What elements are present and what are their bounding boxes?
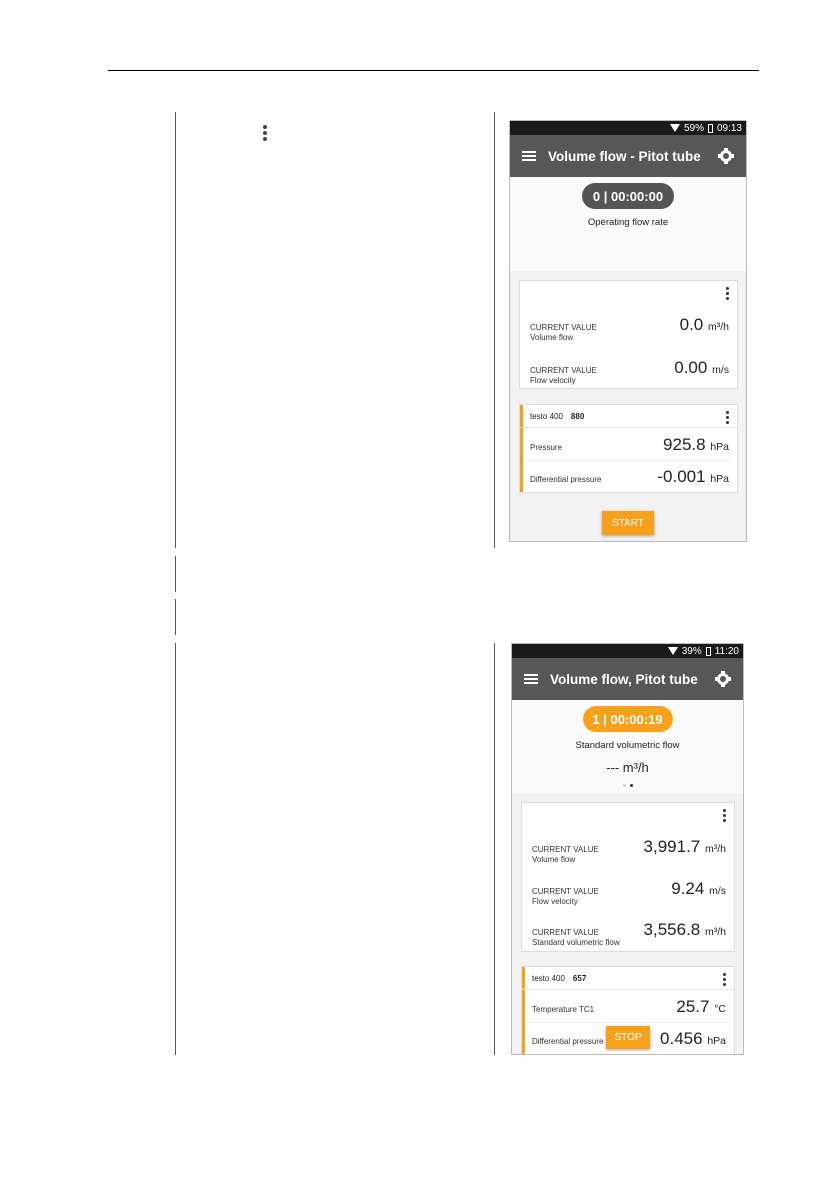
clock: 09:13 (716, 122, 742, 134)
probe-menu-icon[interactable] (723, 973, 726, 986)
hamburger-menu-icon[interactable] (524, 674, 538, 684)
step-line-4 (175, 643, 176, 1055)
app-bar (510, 135, 746, 177)
result-row: CURRENT VALUE Flow velocity 0.00 m/s (530, 358, 729, 385)
battery-level: 39% (681, 645, 702, 657)
wifi-icon (668, 647, 678, 655)
step-line-2 (175, 556, 176, 592)
start-button[interactable]: START (602, 511, 654, 535)
status-bar (512, 644, 743, 658)
card-menu-icon[interactable] (723, 809, 726, 822)
app-title: Volume flow, Pitot tube (550, 671, 698, 687)
hamburger-menu-icon[interactable] (522, 151, 536, 161)
battery-icon (706, 647, 711, 656)
probe-menu-icon[interactable] (726, 411, 729, 424)
summary-label: Standard volumetric flow (575, 740, 680, 751)
measurement-counter: 0 | 00:00:00 (582, 183, 674, 209)
result-card (521, 802, 735, 952)
summary-label: Operating flow rate (587, 217, 669, 228)
clock: 11:20 (714, 645, 739, 657)
probe-row: Differential pressure 0.456 hPa (532, 1029, 726, 1048)
battery-level: 59% (683, 122, 704, 134)
column-divider-1 (494, 112, 495, 548)
app-title: Volume flow - Pitot tube (548, 148, 701, 164)
page-indicator (623, 784, 633, 787)
probe-header: testo 400 657 (522, 967, 734, 990)
step-line-1 (175, 112, 176, 548)
probe-row: Pressure 925.8 hPa (530, 435, 729, 454)
battery-icon (708, 124, 713, 133)
kebab-menu-icon (263, 125, 267, 141)
device-screen-2 (511, 643, 744, 1055)
probe-row: Differential pressure -0.001 hPa (530, 467, 729, 486)
device-screen-1 (509, 120, 747, 542)
wifi-icon (670, 124, 680, 132)
measurement-counter: 1 | 00:00:19 (583, 706, 673, 732)
probe-header: testo 400 880 (520, 405, 737, 428)
step-line-3 (175, 599, 176, 635)
result-row: CURRENT VALUE Volume flow 3,991.7 m³/h (532, 837, 726, 864)
summary-area (512, 700, 743, 794)
probe-row: Temperature TC1 25.7 °C (532, 997, 726, 1016)
result-row: CURRENT VALUE Standard volumetric flow 3,556.8 m³/h (532, 920, 726, 947)
result-row: CURRENT VALUE Volume flow 0.0 m³/h (530, 315, 729, 342)
card-menu-icon[interactable] (726, 287, 729, 300)
column-divider-2 (494, 643, 495, 1055)
app-bar (512, 658, 743, 700)
header-rule (108, 70, 759, 71)
status-bar (510, 121, 746, 135)
gear-icon[interactable] (715, 671, 731, 687)
probe-card (519, 404, 738, 493)
result-card (519, 280, 738, 389)
summary-area (510, 177, 746, 271)
gear-icon[interactable] (718, 148, 734, 164)
result-row: CURRENT VALUE Flow velocity 9.24 m/s (532, 879, 726, 906)
stop-button[interactable]: STOP (606, 1026, 650, 1049)
summary-value: --- m³/h (606, 760, 649, 775)
